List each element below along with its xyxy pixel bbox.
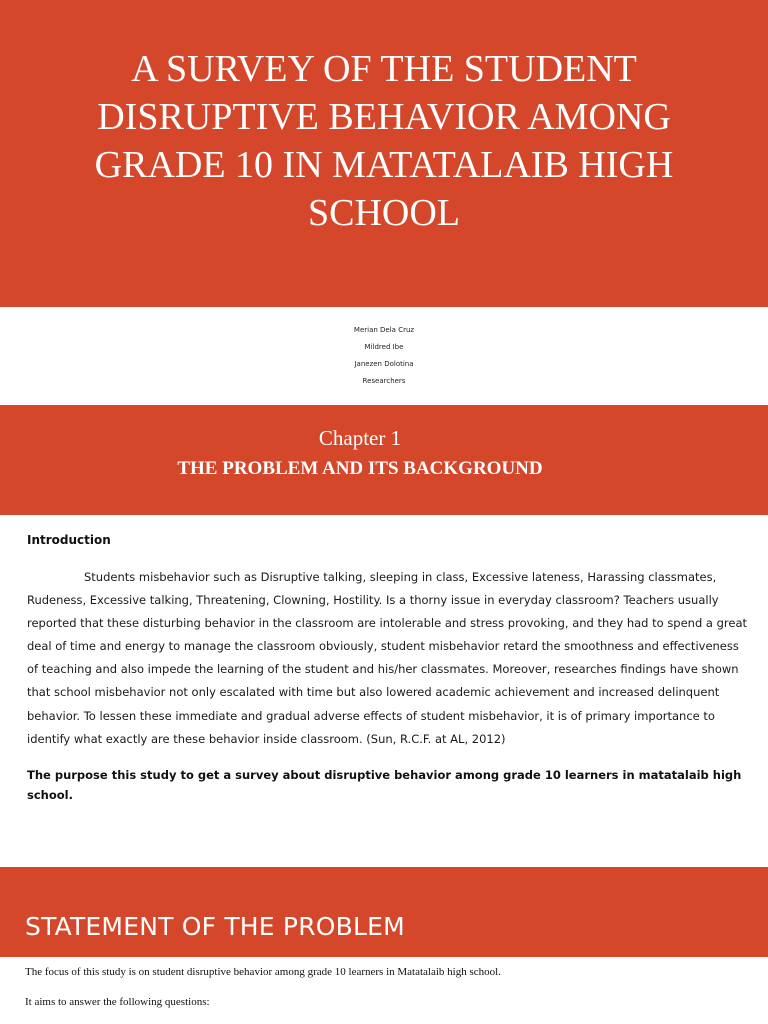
author-role: Researchers [362, 377, 406, 385]
author-name: Janezen Dolotina [354, 360, 414, 368]
author-name: Mildred Ibe [364, 343, 404, 351]
purpose-statement: The purpose this study to get a survey about disruptive behavior among grade 10 learners in matatalaib high school. [27, 768, 742, 802]
chapter-title: THE PROBLEM AND ITS BACKGROUND [177, 458, 543, 479]
focus-paragraph: The focus of this study is on student disruptive behavior among grade 10 learners in Matatalaib high school. [25, 966, 501, 978]
introduction-heading: Introduction [27, 533, 111, 547]
chapter-number: Chapter 1 [318, 426, 402, 450]
author-list [0, 322, 768, 390]
statement-heading: STATEMENT OF THE PROBLEM [25, 912, 405, 941]
introduction-paragraph: Students misbehavior such as Disruptive talking, sleeping in class, Excessive lateness, Harassing classmates, Rudeness, Excessive talking, Threatening, Clowning, Hostility. Is a thorny issue in everyday classroom? Teachers usually reported that these disturbing behavior in the classroom are intolerable and stress provoking, and they had to spend a great deal of time and energy to manage the classroom obviously, student misbehavior retard the smoothness and effectiveness of teaching and also impede the learning of the student and his/her classmates. Moreover, researches findings have shown that school misbehavior not only escalated with time but also lowered academic achievement and increased delinquent behavior. To lessen these immediate and gradual adverse effects of student misbehavior, it is of primary importance to identify what exactly are these behavior inside classroom. (Sun, R.C.F. at AL, 2012) [27, 570, 748, 746]
aims-paragraph: It aims to answer the following questions: [25, 996, 210, 1008]
author-name: Merian Dela Cruz [353, 326, 415, 334]
document-title: A SURVEY OF THE STUDENT DISRUPTIVE BEHAVIOR AMONG GRADE 10 IN MATATALAIB HIGH SCHOOL [94, 48, 674, 234]
